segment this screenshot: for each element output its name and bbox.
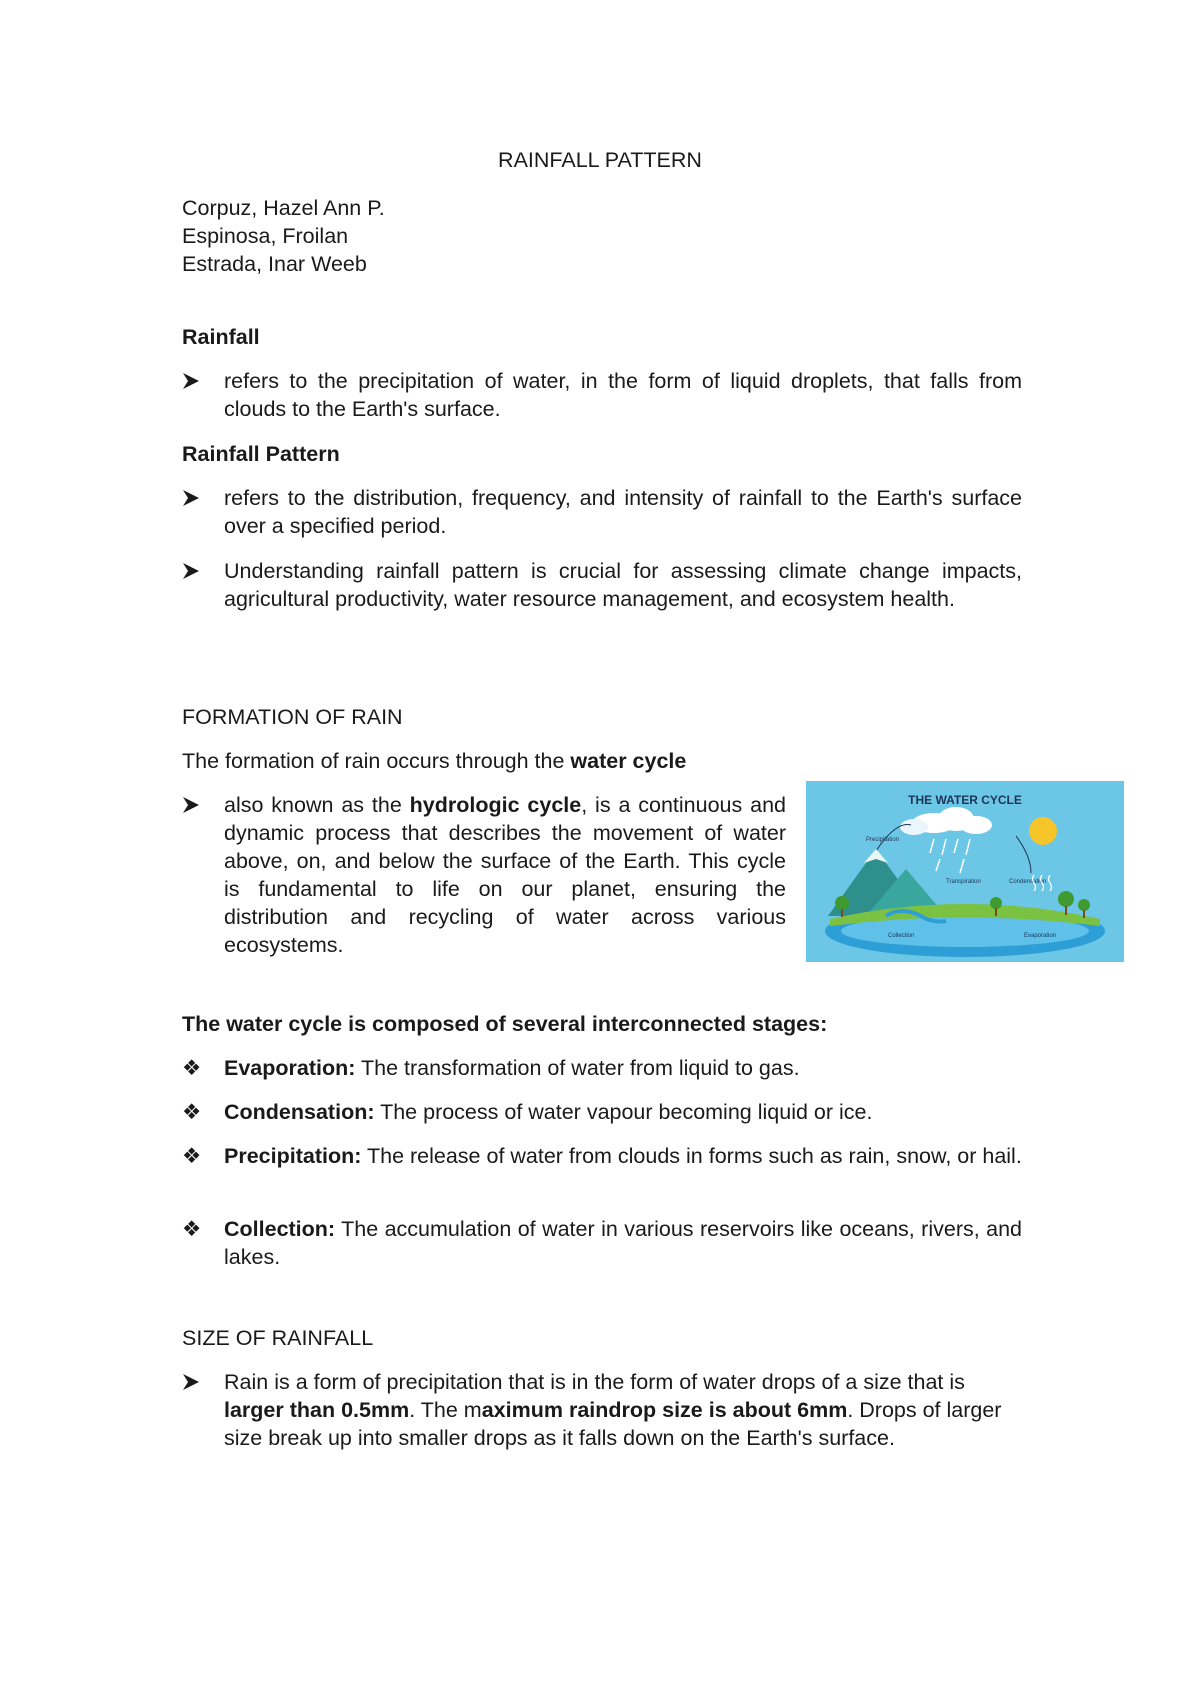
figure-label: Transpiration: [946, 879, 981, 885]
bullet-text: refers to the precipitation of water, in the form of liquid droplets, that falls from clouds to the Earth's surface.: [224, 369, 1022, 421]
list-item: [182, 1215, 1022, 1271]
bullet-bold-text: hydrologic cycle: [409, 793, 582, 817]
section-heading-rainfall-pattern: Rainfall Pattern: [182, 442, 340, 466]
section-heading-formation: FORMATION OF RAIN: [182, 705, 403, 729]
figure-title: THE WATER CYCLE: [908, 793, 1022, 807]
bullet-text-part: also known as the: [224, 793, 410, 817]
bullet-text: [224, 1215, 1022, 1271]
document-title: RAINFALL PATTERN: [498, 148, 702, 172]
diamond-bullet-icon: ❖: [182, 1056, 202, 1080]
figure-label: Collection: [888, 933, 915, 939]
bullet-bold-text: aximum raindrop size is about 6mm: [481, 1398, 848, 1422]
author-name: Espinosa, Froilan: [182, 224, 349, 248]
stage-term: Condensation:: [224, 1100, 375, 1124]
bullet-text: [224, 791, 786, 959]
bullet-text-part: , is a continuous and dynamic process that describes the movement of water above, on, and below the surface of the Earth. This cycle is fundamental to life on our planet, ensuring the distribution and recycling of water across various ecosystems.: [224, 793, 786, 957]
bullet-text: Understanding rainfall pattern is crucial for assessing climate change impacts, agricultural productivity, water resource management, and ecosystem health.: [224, 559, 1022, 611]
formation-intro: [182, 747, 686, 775]
bullet-text: [224, 1054, 1022, 1082]
stage-term: Precipitation:: [224, 1144, 362, 1168]
stages-heading: The water cycle is composed of several interconnected stages:: [182, 1012, 828, 1036]
arrow-bullet-icon: [182, 1368, 222, 1391]
bullet-text-part: . Drops of larger size break up into smaller drops as it falls down on the Earth's surface.: [224, 1398, 1002, 1450]
section-heading-rainfall: Rainfall: [182, 325, 260, 349]
author-name: Corpuz, Hazel Ann P.: [182, 196, 385, 220]
list-item: [182, 1368, 1002, 1452]
arrow-bullet-icon: [182, 367, 222, 390]
bullet-text: [224, 1368, 1002, 1452]
list-item: [182, 1054, 1022, 1082]
list-item: [182, 484, 1022, 540]
stage-term: Collection:: [224, 1217, 336, 1241]
figure-label: Condensation: [1009, 879, 1047, 885]
figure-label: Precipitation: [866, 837, 900, 843]
list-item: [182, 367, 1022, 423]
stage-desc: The accumulation of water in various reservoirs like oceans, rivers, and lakes.: [224, 1217, 1022, 1269]
list-item: [182, 791, 786, 959]
arrow-bullet-icon: [182, 791, 222, 814]
diamond-bullet-icon: ❖: [182, 1144, 202, 1168]
bullet-text: [224, 1098, 1022, 1126]
intro-text: The formation of rain occurs through the: [182, 749, 571, 773]
diamond-bullet-icon: ❖: [182, 1217, 202, 1241]
stage-desc: The process of water vapour becoming liquid or ice.: [374, 1100, 873, 1124]
author-name: Estrada, Inar Weeb: [182, 252, 367, 276]
stage-desc: The transformation of water from liquid to gas.: [355, 1056, 800, 1080]
arrow-bullet-icon: [182, 484, 222, 507]
bullet-text: refers to the distribution, frequency, and intensity of rainfall to the Earth's surface over a specified period.: [224, 486, 1022, 538]
bullet-text-part: . The m: [409, 1398, 482, 1422]
list-item: [182, 1098, 1022, 1126]
bullet-bold-text: larger than 0.5mm: [224, 1398, 410, 1422]
diamond-bullet-icon: ❖: [182, 1100, 202, 1124]
author-list: [182, 194, 385, 278]
intro-bold-text: water cycle: [570, 749, 687, 773]
arrow-bullet-icon: [182, 557, 222, 580]
water-cycle-illustration: [806, 781, 1124, 962]
list-item: [182, 557, 1022, 613]
stage-term: Evaporation:: [224, 1056, 356, 1080]
figure-label: Evaporation: [1024, 933, 1057, 939]
bullet-text-part: Rain is a form of precipitation that is in the form of water drops of a size that is: [224, 1370, 965, 1394]
section-heading-size: SIZE OF RAINFALL: [182, 1326, 374, 1350]
bullet-text: [224, 1142, 1022, 1170]
list-item: [182, 1142, 1022, 1170]
stage-desc: The release of water from clouds in forms such as rain, snow, or hail.: [361, 1144, 1022, 1168]
